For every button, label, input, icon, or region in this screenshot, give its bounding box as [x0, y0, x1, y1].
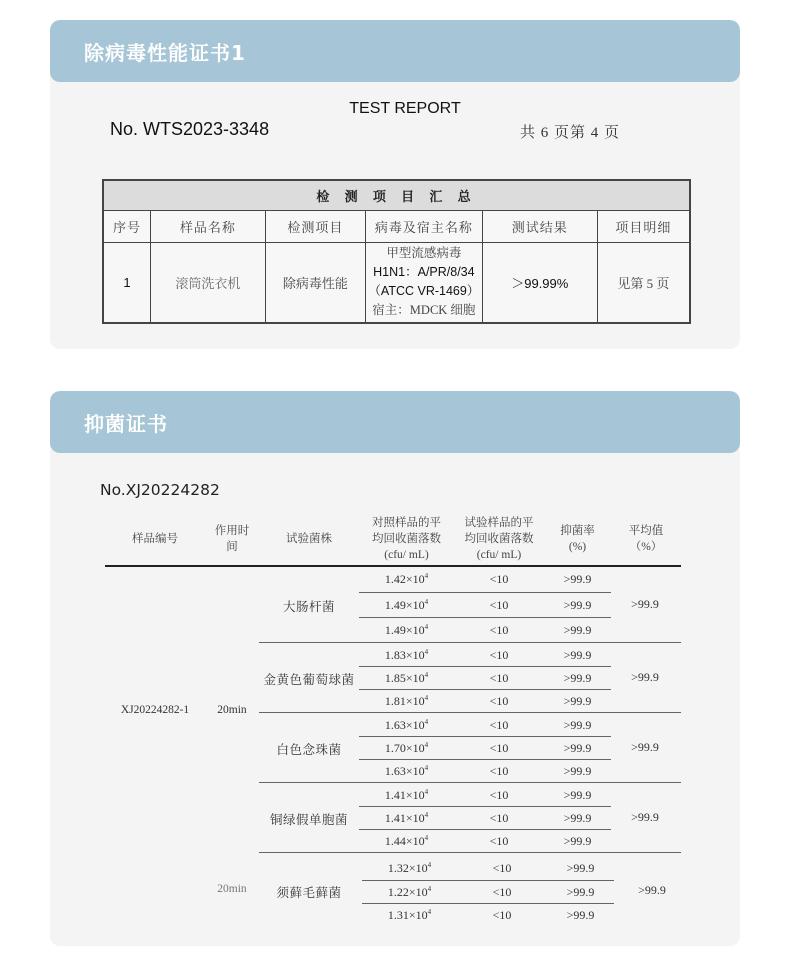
card-header — [50, 391, 740, 453]
cell-test-item: 除病毒性能 — [265, 242, 365, 323]
cell-result: ＞99.99% — [482, 242, 597, 323]
header-index: 序号 — [103, 210, 150, 242]
header-result: 测试结果 — [482, 210, 597, 242]
table-row: $1.44\times 10^4$ <10 >99.9 — [384, 834, 592, 848]
strain-name: 大肠杆菌 — [282, 600, 335, 614]
strain-group — [105, 853, 681, 925]
header-average: 平均值 （%） — [628, 525, 664, 553]
strain-average: >99.9 — [631, 597, 659, 611]
virus-host: 宿主：MDCK 细胞 — [372, 303, 476, 318]
strain-name: 铜绿假单胞菌 — [269, 813, 348, 827]
header-detail: 项目明细 — [597, 210, 690, 242]
table-row: $1.41\times 10^4$ <10 >99.9 — [384, 811, 592, 825]
virus-name: 甲型流感病毒 — [386, 246, 462, 261]
table-row: $1.70\times 10^4$ <10 >99.9 — [384, 741, 592, 755]
header-test-count: 试验样品的平 均回收菌落数 (cfu/ mL) — [464, 517, 534, 561]
header-time: 作用时 间 — [214, 525, 250, 553]
header-test-item: 检测项目 — [265, 210, 365, 242]
header-sample-name: 样品名称 — [150, 210, 265, 242]
table-caption: 检 测 项 目 汇 总 — [103, 180, 690, 210]
table-row: $1.31\times 10^4$ <10 >99.9 — [387, 908, 595, 922]
table-row: $1.42\times 10^4$ <10 >99.9 — [384, 572, 592, 586]
antibacterial-certificate-card — [50, 391, 740, 946]
cell-index: 1 — [103, 242, 150, 323]
strain-group — [105, 713, 681, 783]
cell-sample-name: 滚筒洗衣机 — [150, 242, 265, 323]
table-row: $1.32\times 10^4$ <10 >99.9 — [387, 861, 595, 875]
table-row: $1.49\times 10^4$ <10 >99.9 — [384, 623, 592, 637]
strain-average: >99.9 — [638, 883, 666, 897]
report-title: TEST REPORT — [349, 100, 461, 117]
card-header — [50, 20, 740, 82]
test-summary-table — [102, 179, 691, 324]
header-sample-id: 样品编号 — [132, 533, 178, 545]
table-row: $1.83\times 10^4$ <10 >99.9 — [384, 648, 592, 662]
table-row: $1.49\times 10^4$ <10 >99.9 — [384, 598, 592, 612]
action-time-2: 20min — [217, 883, 247, 895]
header-rate: 抑菌率 (%) — [560, 525, 595, 553]
strain-average: >99.9 — [631, 670, 659, 684]
strain-group — [105, 567, 681, 643]
header-strain: 试验菌株 — [286, 533, 332, 545]
page-info: 共 6 页第 4 页 — [520, 125, 621, 141]
virus-certificate-card — [50, 20, 740, 349]
cell-detail: 见第 5 页 — [597, 242, 690, 323]
table-row — [103, 242, 690, 323]
table-row: $1.81\times 10^4$ <10 >99.9 — [384, 694, 592, 708]
card-title: 抑菌证书 — [84, 411, 168, 436]
table-header-row — [105, 513, 681, 567]
table-row: $1.41\times 10^4$ <10 >99.9 — [384, 788, 592, 802]
strain-group — [105, 643, 681, 713]
table-row: $1.63\times 10^4$ <10 >99.9 — [384, 718, 592, 732]
strain-group — [105, 783, 681, 853]
certificate-number: No.XJ20224282 — [100, 481, 220, 499]
header-virus-host: 病毒及宿主名称 — [365, 210, 482, 242]
table-row: $1.63\times 10^4$ <10 >99.9 — [384, 764, 592, 778]
virus-strain: H1N1：A/PR/8/34 — [373, 265, 475, 280]
strain-average: >99.9 — [631, 740, 659, 754]
strain-name: 白色念珠菌 — [276, 743, 342, 757]
action-time: 20min — [217, 704, 247, 716]
report-number: No. WTS2023-3348 — [110, 119, 270, 139]
strain-name: 须藓毛藓菌 — [276, 886, 342, 900]
strain-name: 金黄色葡萄球菌 — [263, 673, 355, 687]
table-header-row — [103, 210, 690, 242]
virus-atcc: （ATCC VR-1469） — [368, 284, 480, 299]
card-title: 除病毒性能证书1 — [84, 40, 246, 65]
table-row: $1.85\times 10^4$ <10 >99.9 — [384, 671, 592, 685]
header-control-count: 对照样品的平 均回收菌落数 (cfu/ mL) — [372, 517, 441, 561]
cell-virus-host — [365, 242, 482, 323]
strain-average: >99.9 — [631, 810, 659, 824]
sample-id: XJ20224282-1 — [120, 704, 190, 716]
table-row: $1.22\times 10^4$ <10 >99.9 — [387, 885, 595, 899]
